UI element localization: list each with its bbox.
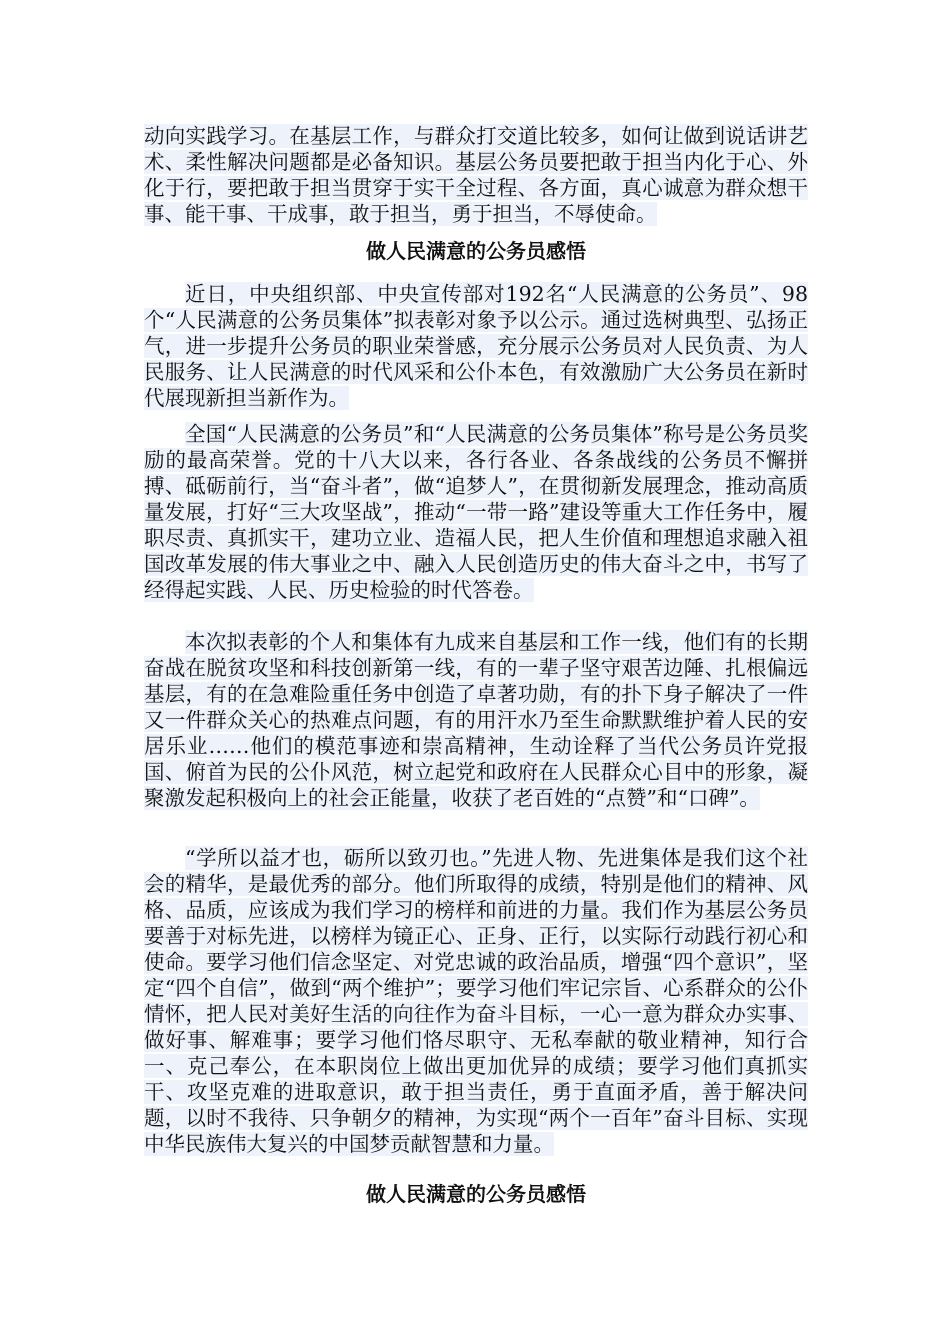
section-heading: 做人民满意的公务员感悟 — [366, 239, 586, 263]
paragraph-text: 本次拟表彰的个人和集体有九成来自基层和工作一线，他们有的长期奋战在脱贫攻坚和科技创新第一线，有的一辈子坚守艰苦边陲、扎根偏远基层，有的在急难险重任务中创造了卓著功勋，有的扑下身子解决了一件又一件群众关心的热难点问题，有的用汗水乃至生命默默维护着人民的安居乐业……他们的模范事迹和崇高精神，生动诠释了当代公务员许党报国、俯首为民的公仆风范，树立起党和政府在人民群众心目中的形象，凝聚激发起积极向上的社会正能量，收获了老百姓的“点赞”和“口碑”。 — [144, 630, 808, 810]
paragraph-text: 全国“人民满意的公务员”和“人民满意的公务员集体”称号是公务员奖励的最高荣誉。党的十八大以来，各行各业、各条战线的公务员不懈拼搏、砥砺前行，当“奋斗者”，做“追梦人”，在贯彻新发展理念，推动高质量发展，打好“三大攻坚战”，推动“一带一路”建设等重大工作任务中，履职尽责、真抓实干，建功立业、造福人民，把人生价值和理想追求融入祖国改革发展的伟大事业之中、融入人民创造历史的伟大奋斗之中，书写了经得起实践、人民、历史检验的时代答卷。 — [144, 422, 808, 602]
paragraph-announcement — [144, 281, 808, 411]
paragraph-grassroots — [144, 629, 808, 811]
paragraph-intro-continued — [144, 123, 808, 227]
paragraph-learning — [144, 845, 808, 1157]
section-heading-repeat: 做人民满意的公务员感悟 — [366, 1182, 586, 1206]
paragraph-text: 近日，中央组织部、中央宣传部对192名“人民满意的公务员”、98个“人民满意的公务员集体”拟表彰对象予以公示。通过选树典型、弘扬正气，进一步提升公务员的职业荣誉感，充分展示公务员对人民负责、为人民服务、让人民满意的时代风采和公仆本色，有效激励广大公务员在新时代展现新担当新作为。 — [144, 282, 808, 410]
paragraph-honor — [144, 421, 808, 603]
paragraph-text: “学所以益才也，砺所以致刃也。”先进人物、先进集体是我们这个社会的精华，是最优秀的部分。他们所取得的成绩，特别是他们的精神、风格、品质，应该成为我们学习的榜样和前进的力量。我们作为基层公务员要善于对标先进，以榜样为镜正心、正身、正行，以实际行动践行初心和使命。要学习他们信念坚定、对党忠诚的政治品质，增强“四个意识”，坚定“四个自信”，做到“两个维护”；要学习他们牢记宗旨、心系群众的公仆情怀，把人民对美好生活的向往作为奋斗目标，一心一意为群众办实事、做好事、解难事；要学习他们恪尽职守、无私奉献的敬业精神，知行合一、克己奉公，在本职岗位上做出更加优异的成绩；要学习他们真抓实干、攻坚克难的进取意识，敢于担当责任，勇于直面矛盾，善于解决问题，以时不我待、只争朝夕的精神，为实现“两个一百年”奋斗目标、实现中华民族伟大复兴的中国梦贡献智慧和力量。 — [144, 846, 808, 1156]
paragraph-text: 动向实践学习。在基层工作，与群众打交道比较多，如何让做到说话讲艺术、柔性解决问题都是必备知识。基层公务员要把敢于担当内化于心、外化于行，要把敢于担当贯穿于实干全过程、各方面，真心诚意为群众想干事、能干事、干成事，敢于担当，勇于担当，不辱使命。 — [144, 124, 808, 226]
